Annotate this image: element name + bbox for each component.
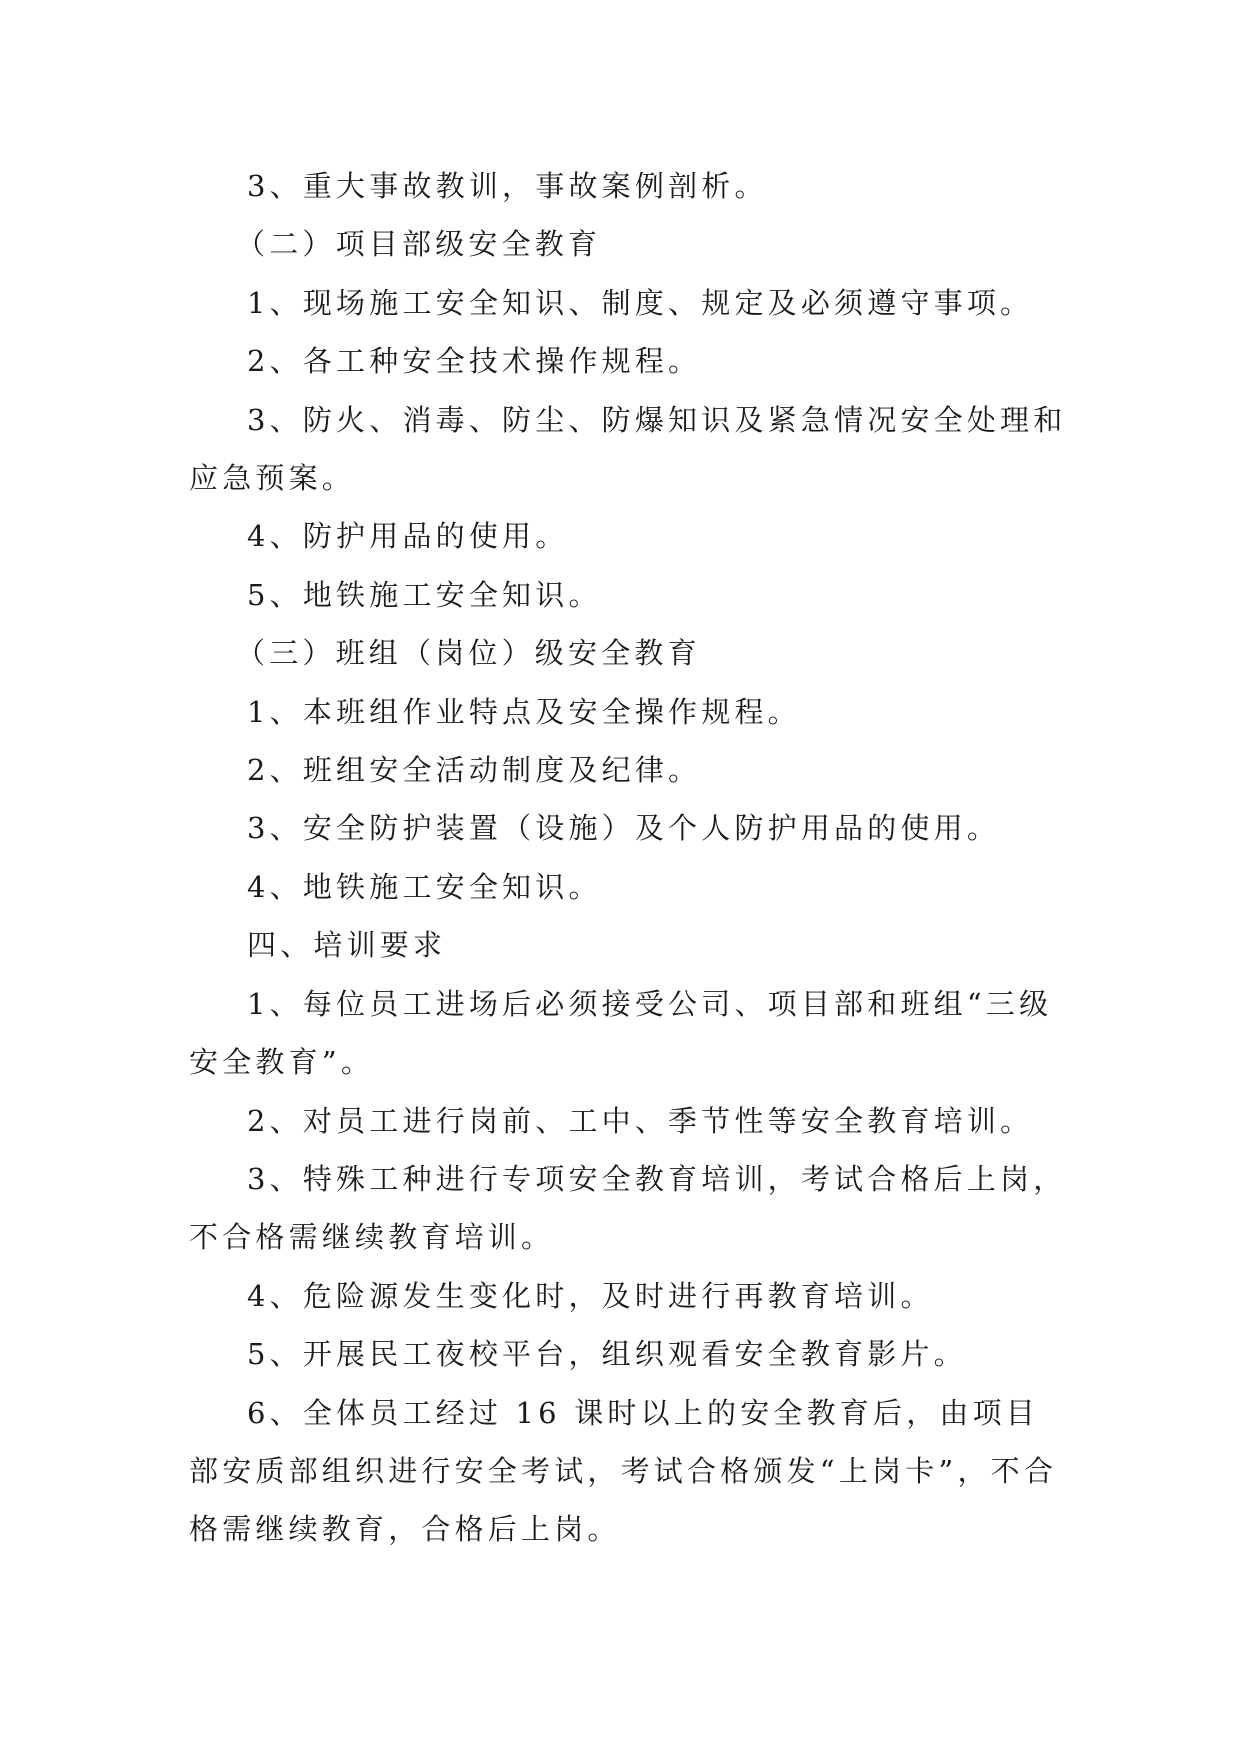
paragraph-team-item-1: 1、本班组作业特点及安全操作规程。: [247, 694, 801, 729]
paragraph-item-4-protective-gear: 4、防护用品的使用。: [247, 519, 569, 554]
paragraph-item-5-subway-safety: 5、地铁施工安全知识。: [247, 577, 602, 612]
paragraph-requirement-6: 6、全体员工经过 16 课时以上的安全教育后，由项目部安质部组织进行安全考试，考试合格颁发“上岗卡”，不合格需继续教育，合格后上岗。: [189, 1395, 1058, 1547]
paragraph-item-1-site-knowledge: 1、现场施工安全知识、制度、规定及必须遵守事项。: [247, 285, 1034, 320]
section-heading-team-level: （三）班组（岗位）级安全教育: [236, 636, 701, 671]
paragraph-team-item-3: 3、安全防护装置（设施）及个人防护用品的使用。: [247, 811, 1001, 846]
paragraph-requirement-4: 4、危险源发生变化时，及时进行再教育培训。: [247, 1278, 934, 1313]
paragraph-item-2-operating-rules: 2、各工种安全技术操作规程。: [247, 344, 702, 379]
paragraph-item-3-fire-prevention: 3、防火、消毒、防尘、防爆知识及紧急情况安全处理和应急预案。: [189, 402, 1067, 496]
paragraph-requirement-2: 2、对员工进行岗前、工中、季节性等安全教育培训。: [247, 1103, 1034, 1138]
section-heading-project-level: （二）项目部级安全教育: [236, 227, 602, 262]
paragraph-team-item-2: 2、班组安全活动制度及纪律。: [247, 753, 702, 788]
paragraph-item-3-lessons: 3、重大事故教训，事故案例剖析。: [247, 169, 768, 203]
paragraph-team-item-4: 4、地铁施工安全知识。: [247, 869, 602, 904]
document-body: [189, 157, 1069, 1559]
section-heading-training-requirements: 四、培训要求: [247, 928, 447, 963]
paragraph-requirement-1: 1、每位员工进场后必须接受公司、项目部和班组“三级安全教育”。: [189, 986, 1053, 1080]
paragraph-requirement-5: 5、开展民工夜校平台，组织观看安全教育影片。: [247, 1337, 967, 1372]
paragraph-requirement-3: 3、特殊工种进行专项安全教育培训，考试合格后上岗，不合格需继续教育培训。: [189, 1161, 1067, 1255]
